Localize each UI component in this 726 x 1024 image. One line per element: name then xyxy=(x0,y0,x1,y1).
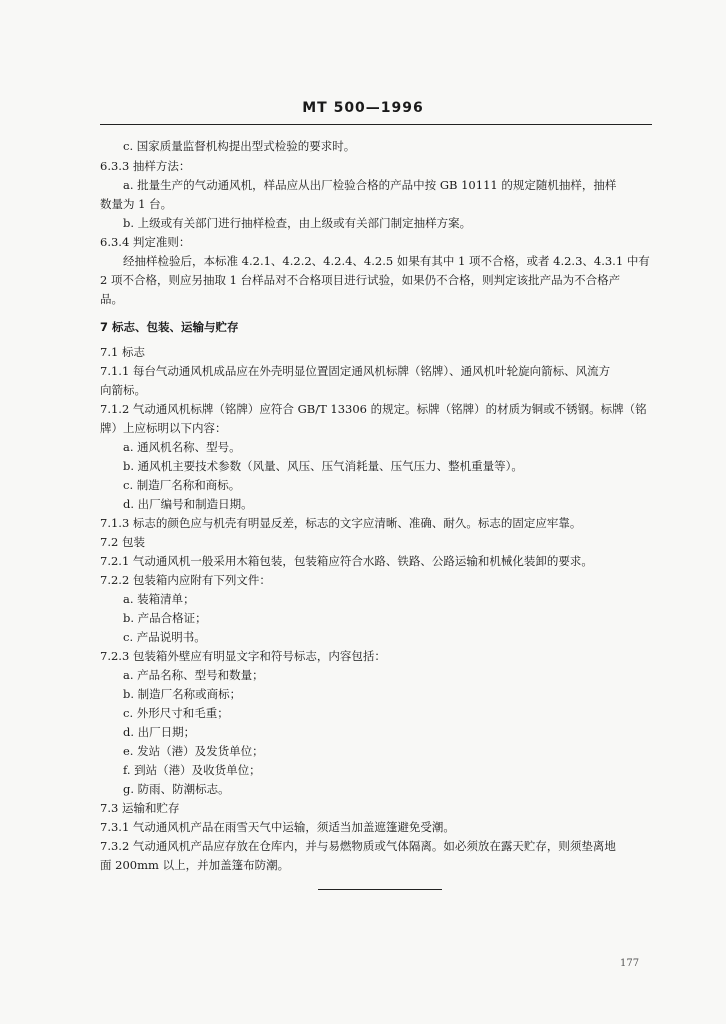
text-line: c. 产品说明书。 xyxy=(123,630,206,644)
text-line: b. 产品合格证； xyxy=(123,611,207,625)
text-line: b. 制造厂名称或商标； xyxy=(123,687,242,701)
text-line: d. 出厂编号和制造日期。 xyxy=(123,497,253,511)
text-line: 7.1.2 气动通风机标牌（铭牌）应符合 GB/T 13306 的规定。标牌（铭牌）的材质为铜或不锈钢。标牌（铭 xyxy=(100,402,647,416)
section-heading: 7 标志、包装、运输与贮存 xyxy=(100,320,239,334)
text-line: 6.3.4 判定准则： xyxy=(100,235,191,249)
text-line: 数量为 1 台。 xyxy=(100,197,173,211)
text-line: 7.2.1 气动通风机一般采用木箱包装，包装箱应符合水路、铁路、公路运输和机械化装卸的要求。 xyxy=(100,554,593,568)
text-line: 面 200mm 以上，并加盖篷布防潮。 xyxy=(100,858,290,872)
text-line: 向箭标。 xyxy=(100,383,146,397)
text-line: 7.1.1 每台气动通风机成品应在外壳明显位置固定通风机标牌（铭牌）、通风机叶轮旋向箭标、风流方 xyxy=(100,364,611,378)
text-line: c. 制造厂名称和商标。 xyxy=(123,478,241,492)
text-line: f. 到站（港）及收货单位； xyxy=(123,763,261,777)
text-line: 7.1 标志 xyxy=(100,345,145,359)
text-line: d. 出厂日期； xyxy=(123,725,196,739)
text-line: 品。 xyxy=(100,292,123,306)
text-line: c. 国家质量监督机构提出型式检验的要求时。 xyxy=(123,139,356,153)
text-line: a. 装箱清单； xyxy=(123,592,195,606)
text-line: 牌）上应标明以下内容： xyxy=(100,421,227,435)
text-line: 7.3 运输和贮存 xyxy=(100,801,180,815)
text-line: a. 通风机名称、型号。 xyxy=(123,440,241,454)
header-rule xyxy=(100,124,652,125)
text-line: b. 上级或有关部门进行抽样检查，由上级或有关部门制定抽样方案。 xyxy=(123,216,472,230)
text-line: a. 批量生产的气动通风机，样品应从出厂检验合格的产品中按 GB 10111 的规定随机抽样，抽样 xyxy=(123,178,617,192)
page-number: 177 xyxy=(620,958,640,969)
text-line: g. 防雨、防潮标志。 xyxy=(123,782,230,796)
text-line: e. 发站（港）及发货单位； xyxy=(123,744,264,758)
text-line: 7.3.1 气动通风机产品在雨雪天气中运输，须适当加盖遮篷避免受潮。 xyxy=(100,820,455,834)
text-line: 7.3.2 气动通风机产品应存放在仓库内，并与易燃物质或气体隔离。如必须放在露天贮存，则须垫离地 xyxy=(100,839,616,853)
text-line: 经抽样检验后，本标准 4.2.1、4.2.2、4.2.4、4.2.5 如果有其中 1 项不合格，或者 4.2.3、4.3.1 中有 xyxy=(123,254,650,268)
text-line: b. 通风机主要技术参数（风量、风压、压气消耗量、压气压力、整机重量等）。 xyxy=(123,459,523,473)
text-line: c. 外形尺寸和毛重； xyxy=(123,706,229,720)
footer-rule xyxy=(318,889,442,890)
text-line: 7.2.2 包装箱内应附有下列文件： xyxy=(100,573,271,587)
text-line: 6.3.3 抽样方法： xyxy=(100,159,191,173)
text-line: 2 项不合格，则应另抽取 1 台样品对不合格项目进行试验，如果仍不合格，则判定该批产品为不合格产 xyxy=(100,273,621,287)
page-header: MT 500—1996 xyxy=(302,100,424,116)
text-line: 7.2.3 包装箱外壁应有明显文字和符号标志，内容包括： xyxy=(100,649,386,663)
text-line: 7.2 包装 xyxy=(100,535,145,549)
text-line: 7.1.3 标志的颜色应与机壳有明显反差，标志的文字应清晰、准确、耐久。标志的固定应牢靠。 xyxy=(100,516,582,530)
text-line: a. 产品名称、型号和数量； xyxy=(123,668,264,682)
